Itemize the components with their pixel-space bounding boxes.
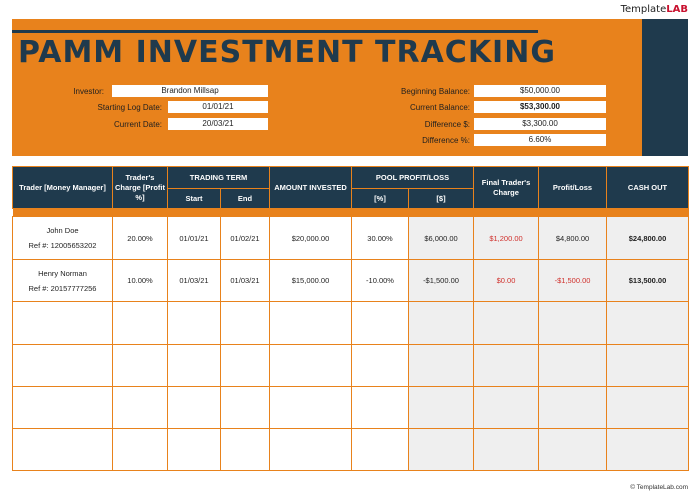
- empty-cell[interactable]: [113, 428, 168, 470]
- empty-cell[interactable]: [221, 302, 270, 344]
- separator-row: [13, 209, 689, 217]
- empty-cell[interactable]: [352, 386, 409, 428]
- empty-cell[interactable]: [13, 386, 113, 428]
- templatelab-logo: TemplateLAB: [620, 4, 688, 15]
- difference-usd-label: Difference $:: [424, 120, 470, 129]
- amount-cell[interactable]: $20,000.00: [270, 217, 352, 260]
- amount-cell[interactable]: $15,000.00: [270, 260, 352, 302]
- empty-cell[interactable]: [352, 428, 409, 470]
- trader-cell[interactable]: [13, 260, 113, 302]
- empty-cell: [409, 302, 474, 344]
- header-pool-pct: [%]: [352, 189, 409, 209]
- empty-cell[interactable]: [168, 344, 221, 386]
- starting-log-date-field[interactable]: 01/01/21: [168, 101, 268, 113]
- pool-usd-cell: -$1,500.00: [409, 260, 474, 302]
- trader-ref: Ref #: 20157777256: [28, 283, 97, 293]
- current-balance-field[interactable]: $53,300.00: [474, 101, 606, 113]
- final-charge-cell: $1,200.00: [474, 217, 539, 260]
- cash-out-cell: $13,500.00: [607, 260, 689, 302]
- pool-usd-cell: $6,000.00: [409, 217, 474, 260]
- header-charge: Trader's Charge [Profit %]: [113, 167, 168, 209]
- pool-pct-cell[interactable]: 30.00%: [352, 217, 409, 260]
- table-row: [13, 302, 689, 344]
- beginning-balance-field[interactable]: $50,000.00: [474, 85, 606, 97]
- empty-cell[interactable]: [221, 344, 270, 386]
- empty-cell[interactable]: [113, 386, 168, 428]
- empty-cell: [539, 344, 607, 386]
- header-trader: Trader [Money Manager]: [13, 167, 113, 209]
- empty-cell: [607, 302, 689, 344]
- empty-cell[interactable]: [352, 344, 409, 386]
- cash-out-cell: $24,800.00: [607, 217, 689, 260]
- trader-name: Henry Norman: [38, 268, 87, 278]
- header-panel: [12, 19, 688, 156]
- empty-cell[interactable]: [221, 386, 270, 428]
- charge-cell[interactable]: 20.00%: [113, 217, 168, 260]
- empty-cell: [409, 428, 474, 470]
- empty-cell: [607, 344, 689, 386]
- page-title: PAMM INVESTMENT TRACKING: [18, 35, 556, 70]
- profit-loss-cell: $4,800.00: [539, 217, 607, 260]
- pool-pct-cell[interactable]: -10.00%: [352, 260, 409, 302]
- table-row: [13, 260, 689, 302]
- empty-cell[interactable]: [113, 302, 168, 344]
- investor-label: Investor:: [73, 87, 104, 96]
- table-row: [13, 344, 689, 386]
- empty-cell[interactable]: [168, 386, 221, 428]
- end-cell[interactable]: 01/02/21: [221, 217, 270, 260]
- empty-cell[interactable]: [168, 428, 221, 470]
- header-start: Start: [168, 189, 221, 209]
- end-cell[interactable]: 01/03/21: [221, 260, 270, 302]
- header-cash-out: CASH OUT: [607, 167, 689, 209]
- header-amount: AMOUNT INVESTED: [270, 167, 352, 209]
- current-date-field[interactable]: 20/03/21: [168, 118, 268, 130]
- empty-cell: [539, 302, 607, 344]
- empty-cell: [474, 386, 539, 428]
- empty-cell[interactable]: [168, 302, 221, 344]
- empty-cell[interactable]: [270, 302, 352, 344]
- current-date-label: Current Date:: [113, 120, 162, 129]
- table-row: [13, 217, 689, 260]
- empty-cell[interactable]: [352, 302, 409, 344]
- header-trading-term: TRADING TERM: [168, 167, 270, 189]
- header-end: End: [221, 189, 270, 209]
- header-final-charge: Final Trader's Charge: [474, 167, 539, 209]
- header-pool-usd: [$]: [409, 189, 474, 209]
- empty-cell[interactable]: [270, 428, 352, 470]
- table-row: [13, 386, 689, 428]
- empty-cell[interactable]: [221, 428, 270, 470]
- empty-cell[interactable]: [13, 302, 113, 344]
- empty-cell[interactable]: [13, 428, 113, 470]
- start-cell[interactable]: 01/03/21: [168, 260, 221, 302]
- empty-cell: [474, 302, 539, 344]
- trader-cell[interactable]: [13, 217, 113, 260]
- empty-cell[interactable]: [270, 386, 352, 428]
- difference-usd-field[interactable]: $3,300.00: [474, 118, 606, 130]
- header-accent: [642, 19, 688, 156]
- title-rule: [12, 30, 538, 33]
- current-balance-label: Current Balance:: [409, 103, 470, 112]
- empty-cell: [409, 344, 474, 386]
- investor-field[interactable]: Brandon Millsap: [112, 85, 268, 97]
- beginning-balance-label: Beginning Balance:: [401, 87, 470, 96]
- empty-cell[interactable]: [113, 344, 168, 386]
- tracking-table: [12, 166, 689, 471]
- profit-loss-cell: -$1,500.00: [539, 260, 607, 302]
- empty-cell: [539, 386, 607, 428]
- trader-name: John Doe: [46, 226, 79, 236]
- empty-cell: [607, 428, 689, 470]
- empty-cell: [474, 428, 539, 470]
- empty-cell[interactable]: [13, 344, 113, 386]
- trader-ref: Ref #: 12005653202: [28, 241, 97, 251]
- empty-cell: [539, 428, 607, 470]
- empty-cell: [607, 386, 689, 428]
- header-profit-loss: Profit/Loss: [539, 167, 607, 209]
- footer-credit: © TemplateLab.com: [630, 484, 688, 491]
- table-row: [13, 428, 689, 470]
- difference-pct-field[interactable]: 6.60%: [474, 134, 606, 146]
- header-pool: POOL PROFIT/LOSS: [352, 167, 474, 189]
- final-charge-cell: $0.00: [474, 260, 539, 302]
- start-cell[interactable]: 01/01/21: [168, 217, 221, 260]
- difference-pct-label: Difference %:: [422, 136, 470, 145]
- empty-cell[interactable]: [270, 344, 352, 386]
- starting-log-date-label: Starting Log Date:: [97, 103, 162, 112]
- charge-cell[interactable]: 10.00%: [113, 260, 168, 302]
- empty-cell: [474, 344, 539, 386]
- empty-cell: [409, 386, 474, 428]
